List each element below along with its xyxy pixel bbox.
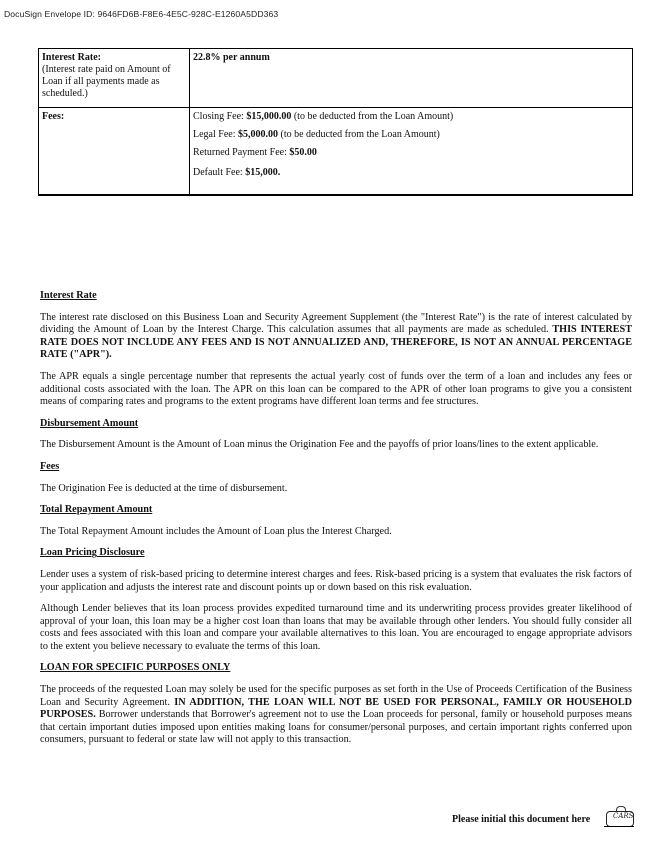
initials-field[interactable] — [606, 811, 634, 827]
disbursement-heading: Disbursement Amount — [40, 417, 139, 429]
fees-label-cell — [39, 108, 190, 196]
returned-payment-fee-prefix: Returned Payment Fee: — [193, 147, 290, 158]
interest-rate-paragraph-1 — [40, 312, 632, 362]
specific-purposes-p1-bold: IN ADDITION, THE LOAN WILL NOT BE USED FOR PERSONAL, FAMILY OR HOUSEHOLD PURPOSES. — [40, 696, 632, 721]
legal-fee-line — [193, 129, 630, 141]
legal-fee-prefix: Legal Fee: — [193, 129, 238, 140]
total-repayment-paragraph: The Total Repayment Amount includes the Amount of Loan plus the Interest Charged. — [40, 525, 392, 537]
loan-pricing-paragraph-1: Lender uses a system of risk-based pricing to determine interest charges and fees. Risk-based pricing is a system that evaluates the risk factors of your application and adjusts the interest rate and discount points up or down based on this risk evaluation. — [40, 568, 632, 593]
interest-rate-value-cell — [190, 49, 633, 108]
initial-prompt: Please initial this document here — [452, 814, 591, 825]
docusign-envelope-id: DocuSign Envelope ID: 9646FD6B-F8E6-4E5C-928C-E1260A5DD363 — [4, 9, 279, 19]
initials-text: CARS — [613, 812, 634, 820]
closing-fee-line — [193, 111, 630, 123]
fees-row — [39, 108, 633, 196]
returned-payment-fee-line — [193, 147, 630, 159]
specific-purposes-p1-text: The proceeds of the requested Loan may solely be used for the specific purposes as set forth in the Use of Proceeds Certification of the Business Loan and Security Agreement. — [40, 684, 632, 708]
fees-label: Fees: — [42, 111, 65, 122]
disbursement-paragraph: The Disbursement Amount is the Amount of Loan minus the Origination Fee and the payoffs of prior loans/lines to the extent applicable. — [40, 439, 599, 451]
interest-rate-row — [39, 49, 633, 108]
interest-rate-label-cell — [39, 49, 190, 108]
interest-rate-heading: Interest Rate — [40, 290, 97, 301]
interest-rate-value: 22.8% per annum — [193, 52, 270, 63]
loan-pricing-paragraph-2: Although Lender believes that its loan process provides expedited turnaround time and its underwriting process provides greater likelihood of approval of your loan, this loan may be a higher cost loan than loans that may be available through other lenders. You should fully consider all costs and fees associated with this loan and compare your available alternatives to this loan. You are encouraged to engage appropriate advisors to the extent you believe necessary to evaluate the terms of this loan. — [40, 603, 632, 652]
total-repayment-heading: Total Repayment Amount — [40, 504, 153, 516]
default-fee-amount: $15,000. — [245, 167, 281, 178]
interest-rate-p1-bold: THIS INTEREST RATE DOES NOT INCLUDE ANY FEES AND IS NOT ANNUALIZED AND, THEREFORE, IS NOT AN ANNUAL PERCENTAGE RATE ("APR"). — [40, 324, 632, 361]
specific-purposes-paragraph — [40, 684, 632, 747]
disclosure-body — [40, 290, 632, 756]
returned-payment-fee-amount: $50.00 — [289, 147, 317, 158]
legal-fee-suffix: (to be deducted from the Loan Amount) — [277, 129, 440, 140]
default-fee-line — [193, 167, 630, 179]
fees-heading: Fees — [40, 460, 60, 472]
legal-fee-amount: $5,000.00 — [237, 129, 278, 140]
interest-rate-note: (Interest rate paid on Amount of Loan if all payments made as scheduled.) — [42, 64, 171, 99]
interest-rate-label: Interest Rate: — [42, 52, 101, 63]
default-fee-prefix: Default Fee: — [193, 167, 246, 178]
initials-underline — [604, 826, 634, 827]
closing-fee-prefix: Closing Fee: — [193, 111, 247, 122]
closing-fee-suffix: (to be deducted from the Loan Amount) — [291, 111, 454, 122]
specific-purposes-heading: LOAN FOR SPECIFIC PURPOSES ONLY — [40, 662, 231, 674]
specific-purposes-p1-rest: Borrower understands that Borrower's agreement not to use the Loan proceeds for personal, family or household purposes means that certain important duties imposed upon entities making loans for consumer/personal purposes, and certain important rights conferred upon consumers, pursuant to federal or state law will not apply to this transaction. — [40, 709, 632, 746]
interest-rate-paragraph-2: The APR equals a single percentage number that represents the actual yearly cost of funds over the term of a loan and includes any fees or additional costs associated with the loan. The APR on this loan can be compared to the APR of other loan programs to give you a consistent means of comparing rates and programs to the extent programs have different loan terms and fee structures. — [40, 370, 632, 408]
fees-paragraph: The Origination Fee is deducted at the time of disbursement. — [40, 482, 288, 494]
loan-terms-table — [38, 48, 633, 196]
loan-pricing-heading: Loan Pricing Disclosure — [40, 547, 145, 559]
fees-value-cell — [190, 108, 633, 196]
closing-fee-amount: $15,000.00 — [246, 111, 292, 122]
interest-rate-p1-text: The interest rate disclosed on this Business Loan and Security Agreement Supplement (the "Interest Rate") is the rate of interest calculated by dividing the Amount of Loan by the Interest Charge. This calculation assumes that all payments are made as scheduled. — [40, 311, 632, 336]
